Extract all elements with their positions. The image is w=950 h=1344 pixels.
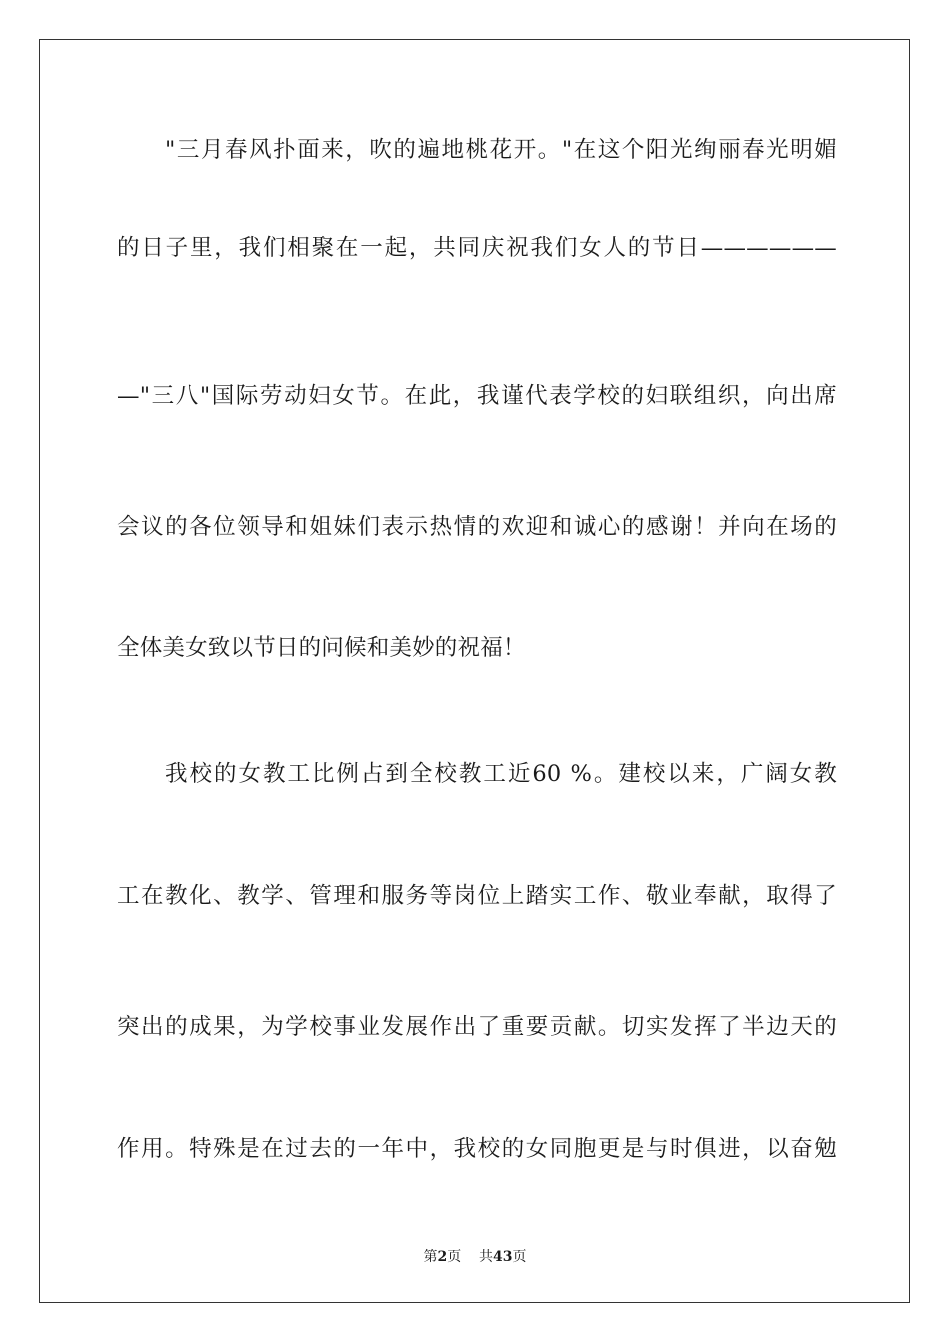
total-pages: 43 [493,1249,513,1265]
page-suffix: 页 [447,1249,462,1265]
paragraph-2-line-2: 工在教化、教学、管理和服务等岗位上踏实工作、敬业奉献，取得了 [117,883,837,909]
paragraph-2-line-4: 作用。特殊是在过去的一年中，我校的女同胞更是与时俱进，以奋勉 [117,1136,837,1162]
paragraph-1-line-5: 全体美女致以节日的问候和美妙的祝福！ [117,635,526,661]
total-suffix: 页 [512,1249,527,1265]
paragraph-1-line-3: —"三八"国际劳动妇女节。在此，我谨代表学校的妇联组织，向出席 [117,383,837,409]
page-prefix: 第 [423,1249,438,1265]
page-border [39,39,910,1303]
paragraph-2-line-1: 我校的女教工比例占到全校教工近60 %。建校以来，广阔女教 [165,761,837,787]
page-footer [0,1248,950,1266]
paragraph-2-line-3: 突出的成果，为学校事业发展作出了重要贡献。切实发挥了半边天的 [117,1014,837,1040]
paragraph-1-line-2: 的日子里，我们相聚在一起，共同庆祝我们女人的节日—————— [117,235,837,261]
total-prefix: 共 [479,1249,494,1265]
paragraph-1-line-4: 会议的各位领导和姐妹们表示热情的欢迎和诚心的感谢！并向在场的 [117,514,837,540]
page-number: 2 [437,1249,448,1265]
paragraph-1-line-1: "三月春风扑面来，吹的遍地桃花开。"在这个阳光绚丽春光明媚 [165,137,837,163]
